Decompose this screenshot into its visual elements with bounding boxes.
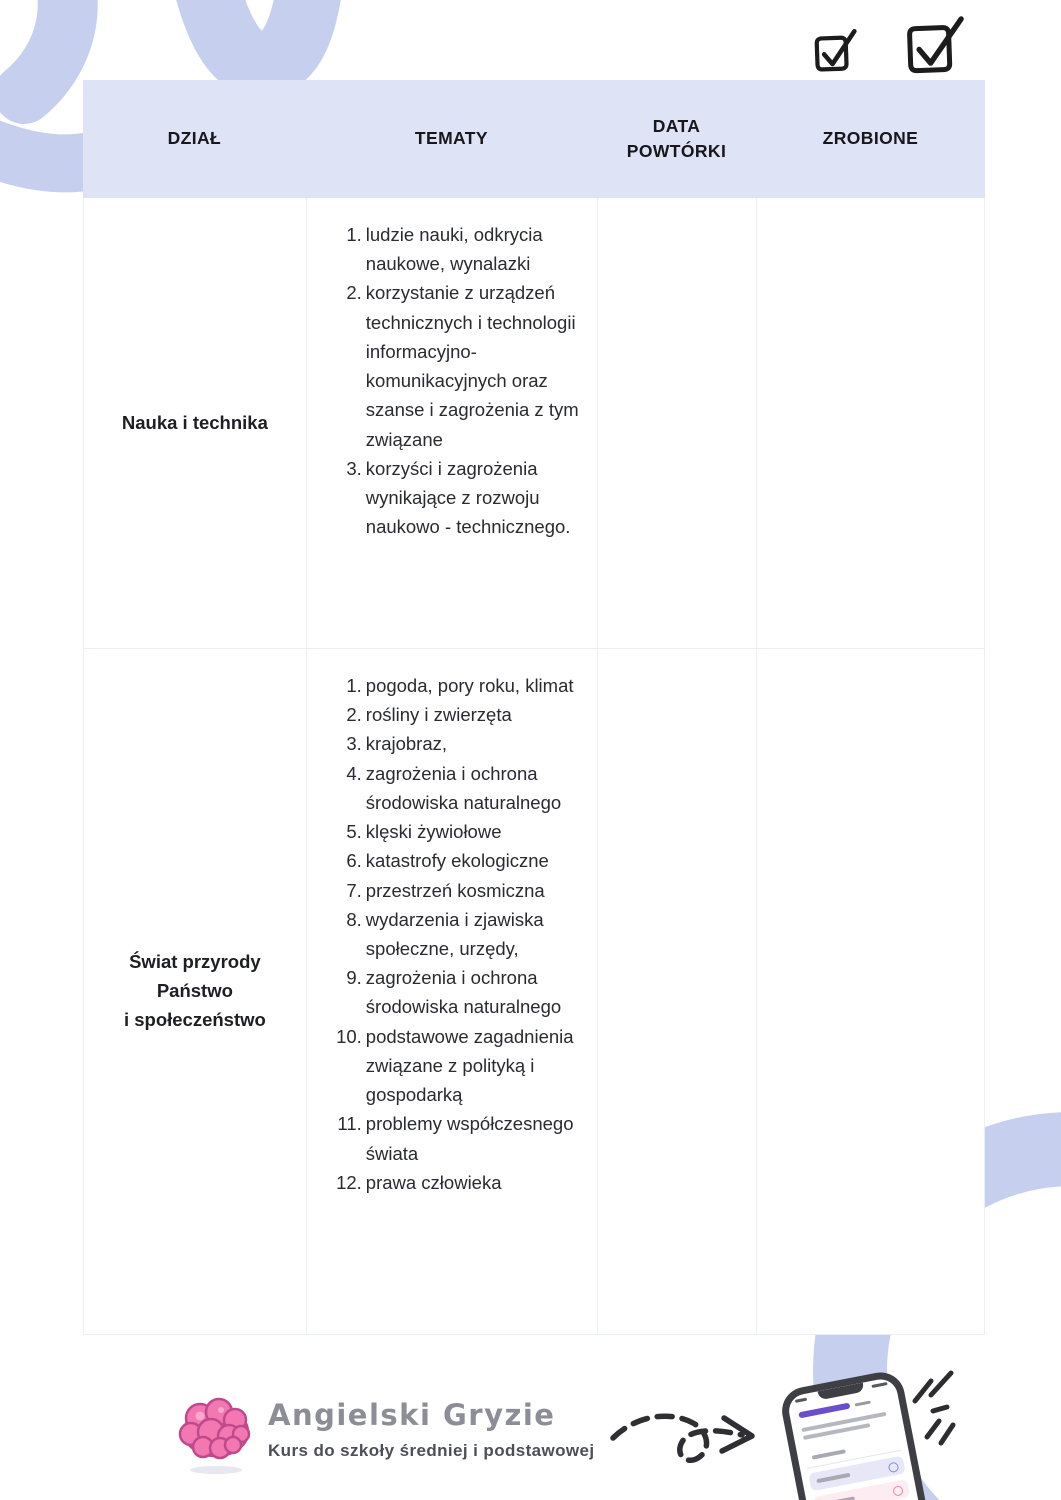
data-powtorki-cell-empty[interactable]: [597, 649, 756, 1334]
dzial-cell: [83, 198, 306, 648]
dzial-label: Nauka i technika: [121, 411, 268, 433]
dzial-label-line: i społeczeństwo: [123, 1008, 266, 1030]
header-data-powtorki: DATA POWTÓRKI: [626, 115, 727, 161]
dzial-cell: [83, 649, 306, 1334]
topic-item: zagrożenia i ochrona środowiska naturalnego: [365, 762, 562, 813]
topic-item: pogoda, pory roku, klimat: [365, 675, 574, 696]
brand-name: Angielski Gryzie: [268, 1398, 556, 1432]
dzial-label-line: Świat przyrody: [129, 951, 261, 973]
revision-planner-table: [83, 80, 985, 1335]
header-tematy: TEMATY: [414, 128, 488, 149]
tematy-cell: [306, 198, 597, 648]
topic-item: zagrożenia i ochrona środowiska naturalnego: [365, 967, 562, 1018]
brand-subtitle: Kurs do szkoły średniej i podstawowej: [268, 1441, 595, 1460]
tematy-cell: [306, 649, 597, 1334]
topic-item: problemy współczesnego świata: [365, 1113, 574, 1164]
header-zrobione: ZROBIONE: [822, 128, 919, 149]
brand-text-block: [268, 1398, 595, 1461]
tematy-list: [333, 220, 589, 541]
dzial-label-line: Państwo: [156, 980, 233, 1002]
topic-item: przestrzeń kosmiczna: [365, 879, 545, 901]
table-row: [83, 649, 985, 1335]
topic-item: katastrofy ekologiczne: [365, 850, 549, 872]
topic-item: korzyści i zagrożenia wynikające z rozwoju naukowo - technicznego.: [365, 457, 571, 538]
topic-item: wydarzenia i zjawiska społeczne, urzędy,: [365, 908, 544, 959]
table-row: [83, 198, 985, 649]
zrobione-cell-empty[interactable]: [756, 198, 985, 648]
table-header-row: [83, 80, 985, 198]
topic-item: rośliny i zwierzęta: [365, 704, 512, 726]
data-powtorki-cell-empty[interactable]: [597, 198, 756, 648]
checkbox-checked-small-icon: [807, 23, 861, 77]
tematy-list: [333, 671, 589, 1197]
header-dzial: DZIAŁ: [167, 128, 222, 149]
topic-item: podstawowe zagadnienia związane z polityką i gospodarką: [365, 1025, 574, 1106]
topic-item: prawa człowieka: [365, 1171, 502, 1193]
topic-item: klęski żywiołowe: [365, 821, 502, 843]
checkbox-checked-large-icon: [897, 9, 969, 81]
zrobione-cell-empty[interactable]: [756, 649, 985, 1334]
brain-logo-icon: [170, 1390, 262, 1478]
topic-item: ludzie nauki, odkrycia naukowe, wynalazki: [365, 224, 543, 275]
topic-item: krajobraz,: [365, 733, 448, 755]
topic-item: korzystanie z urządzeń technicznych i technologii informacyjno-komunikacyjnych oraz szanse i zagrożenia z tym związane: [365, 282, 579, 450]
dashed-arrow-icon: [605, 1398, 763, 1476]
